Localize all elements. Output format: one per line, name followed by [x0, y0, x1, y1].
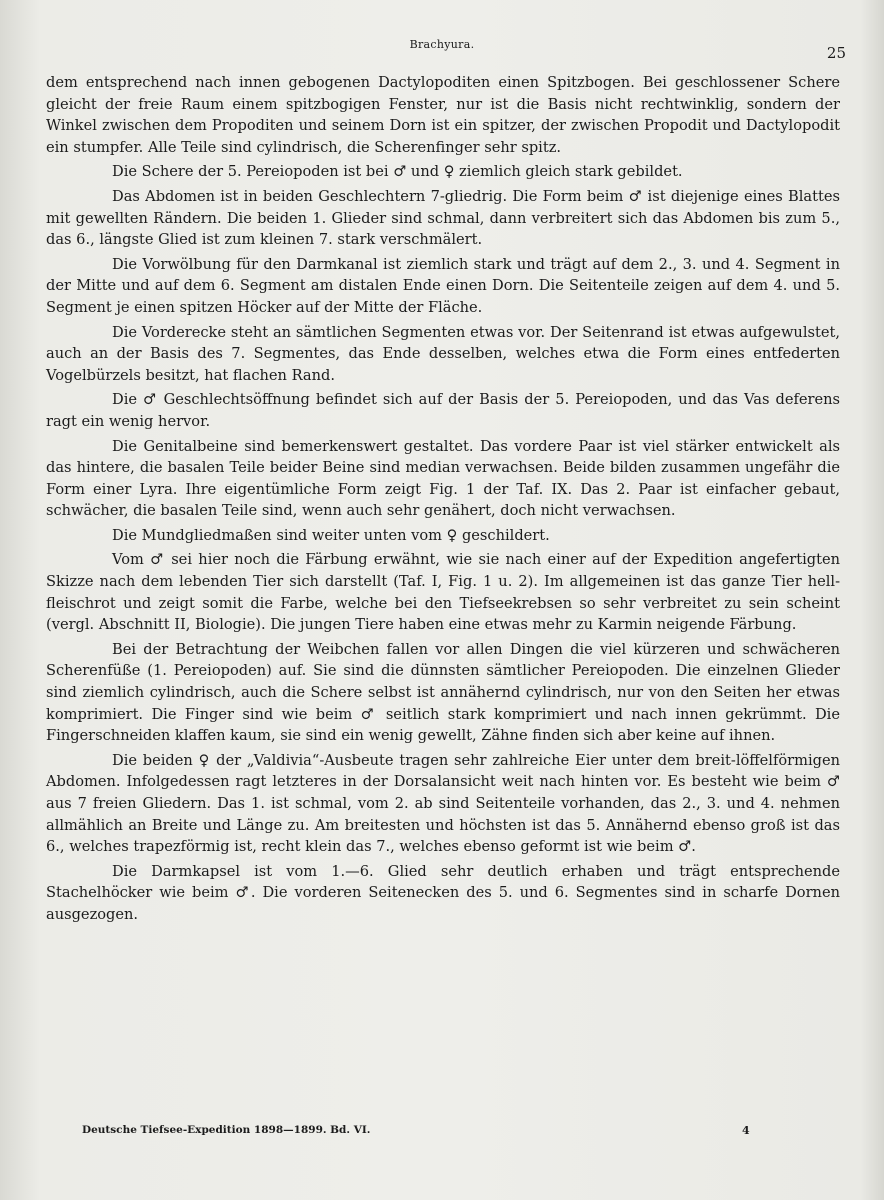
signature-mark: 4 [742, 1124, 750, 1137]
page-number: 25 [826, 44, 846, 62]
series-title: Deutsche Tiefsee-Expedition 1898—1899. Bd. VI. [82, 1124, 371, 1136]
paragraph: Bei der Betrachtung der Weibchen fallen vor allen Dingen die viel kürzeren und schwächeren Scherenfüße (1. Pereiopoden) auf. Sie sind die dünnsten sämtlicher Pereiopoden. Die einzelnen Glieder sind ziemlich cylindrisch, auch die Schere selbst ist annähernd cylindrisch, nur von den Seiten her etwas komprimiert. Die Finger sind wie beim ♂ seitlich stark komprimiert und nach innen gekrümmt. Die Fingerschneiden klaffen kaum, sie sind ein wenig gewellt, Zähne finden sich aber keine auf ihnen. [46, 640, 840, 745]
page-footer [0, 1124, 884, 1144]
page-header [0, 38, 884, 62]
paragraph: dem entsprechend nach innen gebogenen Dactylopoditen einen Spitzbogen. Bei geschlossener Schere gleicht der freie Raum einem spitzbogigen Fenster, nur ist die Basis nicht rechtwinklig, sondern der Winkel zwischen dem Propoditen und seinem Dorn ist ein spitzer, der zwischen Propodit und Dactylopodit ein stumpfer. Alle Teile sind cylindrisch, die Scherenfinger sehr spitz. [46, 74, 840, 156]
body-text [46, 72, 840, 926]
paragraph: Die Darmkapsel ist vom 1.—6. Glied sehr deutlich erhaben und trägt entsprechende Stachelhöcker wie beim ♂. Die vorderen Seitenecken des 5. und 6. Segmentes sind in scharfe Dornen ausgezogen. [46, 862, 840, 923]
running-title: Brachyura. [409, 38, 475, 51]
paragraph: Die beiden ♀ der „Valdivia“-Ausbeute tragen sehr zahlreiche Eier unter dem breit-löffelförmigen Abdomen. Infolgedessen ragt letzteres in der Dorsalansicht weit nach hinten vor. Es besteht wie beim ♂ aus 7 freien Gliedern. Das 1. ist schmal, vom 2. ab sind Seitenteile vorhanden, das 2., 3. und 4. nehmen allmählich an Breite und Länge zu. Am breitesten und höchsten ist das 5. Annähernd ebenso groß ist das 6., welches trapezförmig ist, recht klein das 7., welches ebenso geformt ist wie beim ♂. [46, 751, 840, 856]
paragraph: Vom ♂ sei hier noch die Färbung erwähnt, wie sie nach einer auf der Expedition angefertigten Skizze nach dem lebenden Tier sich darstellt (Taf. I, Fig. 1 u. 2). Im allgemeinen ist das ganze Tier hell-fleischrot und zeigt somit die Farbe, welche bei den Tiefseekrebsen so sehr verbreitet zu sein scheint (vergl. Abschnitt II, Biologie). Die jungen Tiere haben eine etwas mehr zu Karmin neigende Färbung. [46, 551, 840, 634]
paragraph: Die Vorwölbung für den Darmkanal ist ziemlich stark und trägt auf dem 2., 3. und 4. Segment in der Mitte und auf dem 6. Segment am distalen Ende einen Dorn. Die Seitenteile zeigen auf dem 4. und 5. Segment je einen spitzen Höcker auf der Mitte der Fläche. [46, 255, 840, 316]
paragraph: Das Abdomen ist in beiden Geschlechtern 7-gliedrig. Die Form beim ♂ ist diejenige eines Blattes mit gewellten Rändern. Die beiden 1. Glieder sind schmal, dann verbreitert sich das Abdomen bis zum 5., das 6., längste Glied ist zum kleinen 7. stark verschmälert. [46, 187, 840, 249]
paragraph: Die Vorderecke steht an sämtlichen Segmenten etwas vor. Der Seitenrand ist etwas aufgewulstet, auch an der Basis des 7. Segmentes, das Ende desselben, welches etwa die Form eines entfederten Vogelbürzels besitzt, hat flachen Rand. [46, 323, 840, 384]
paragraph: Die Schere der 5. Pereiopoden ist bei ♂ und ♀ ziemlich gleich stark gebildet. [112, 163, 683, 181]
paragraph: Die ♂ Geschlechtsöffnung befindet sich auf der Basis der 5. Pereiopoden, und das Vas deferens ragt ein wenig hervor. [46, 391, 840, 430]
paragraph: Die Genitalbeine sind bemerkenswert gestaltet. Das vordere Paar ist viel stärker entwickelt als das hintere, die basalen Teile beider Beine sind median verwachsen. Beide bilden zusammen ungefähr die Form einer Lyra. Ihre eigentümliche Form zeigt Fig. 1 der Taf. IX. Das 2. Paar ist einfacher gebaut, schwächer, die basalen Teile sind, wenn auch sehr genähert, doch nicht verwachsen. [46, 437, 840, 520]
paragraph: Die Mundgliedmaßen sind weiter unten vom ♀ geschildert. [112, 526, 550, 544]
